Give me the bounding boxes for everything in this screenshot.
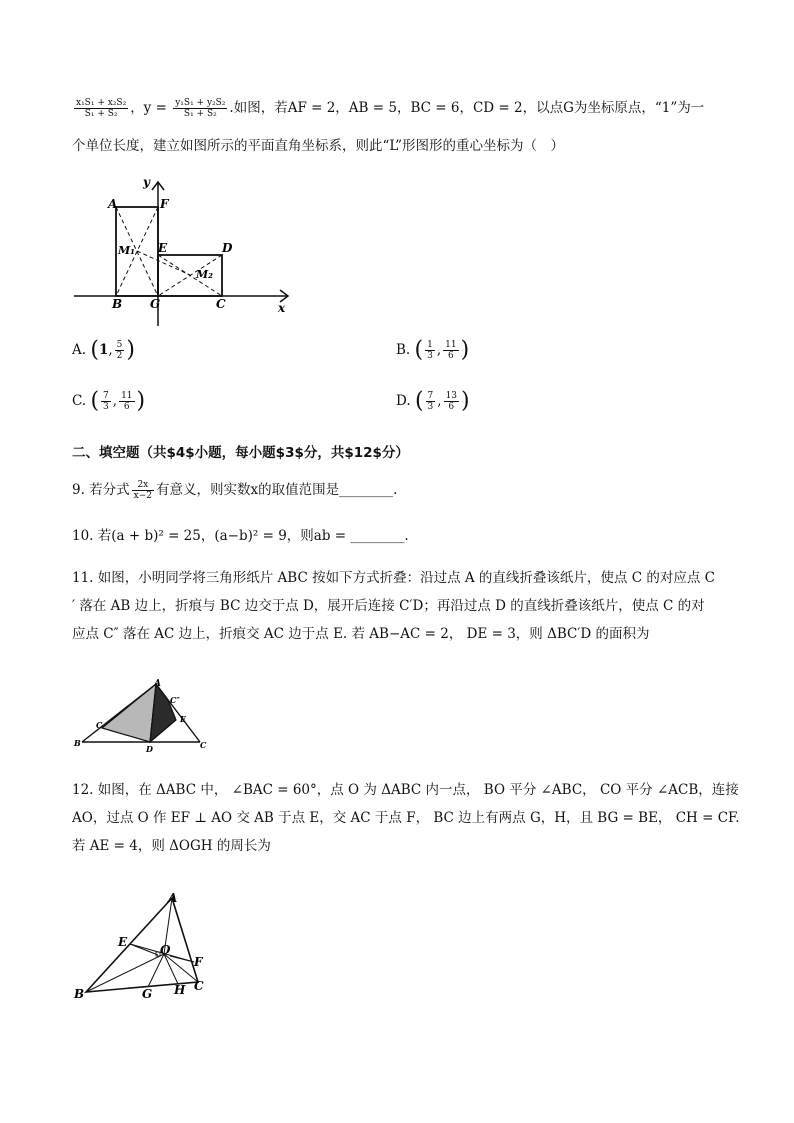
option-b[interactable]: B. ( $\frac{1}{3}$ , $\frac{11}{6}$ ): [396, 337, 470, 363]
label-B: B: [112, 297, 123, 311]
question-12-line-3: 若 AE = 4，则 ΔOGH 的周长为: [72, 838, 271, 854]
fold-label-C2: C″: [170, 695, 180, 705]
question-11-line-1: 11. 如图，小明同学将三角形纸片 ABC 按如下方式折叠：沿过点 A 的直线折叠该纸片，使点 C 的对应点 C: [72, 570, 715, 586]
ogh-label-B: B: [74, 987, 85, 1001]
ogh-label-C: C: [194, 979, 204, 993]
fold-label-A: A: [154, 679, 161, 689]
option-a[interactable]: A. (1, $\frac{5}{2}$ ): [72, 337, 135, 363]
label-F: F: [160, 197, 169, 211]
label-M2: M₂: [196, 268, 213, 281]
question-10: 10. 若(a + b)² = 25，(a−b)² = 9，则ab = ________.: [72, 528, 409, 544]
fold-label-C: C: [200, 740, 207, 750]
figure-triangle-fold: [70, 676, 220, 756]
fraction-y: $\frac{\text{y₁S₁ + y₂S₂}}{\text{S₁ + S₂}}$: [175, 98, 226, 119]
option-c[interactable]: C. ( $\frac{7}{3}$ , $\frac{11}{6}$ ): [72, 388, 146, 414]
ogh-label-E: E: [118, 935, 128, 949]
label-x: x: [278, 301, 286, 315]
fold-label-C1: C: [96, 720, 103, 730]
ogh-label-G: G: [142, 987, 153, 1001]
fold-label-E: E: [180, 714, 187, 724]
question-12-line-1: 12. 如图，在 ΔABC 中， ∠BAC = 60°，点 O 为 ΔABC 内一点， BO 平分 ∠ABC， CO 平分 ∠ACB，连接: [72, 782, 739, 798]
label-C: C: [216, 297, 226, 311]
section-title: 二、填空题（共$4$小题，每小题$3$分，共$12$分）: [72, 445, 409, 461]
ogh-label-A: A: [168, 891, 178, 905]
option-d[interactable]: D. ( $\frac{7}{3}$ , $\frac{13}{6}$ ): [396, 388, 470, 414]
ogh-label-O: O: [160, 943, 171, 957]
label-M1: M₁: [118, 244, 135, 257]
figure-l-shape: [68, 168, 308, 328]
fold-label-B: B: [74, 738, 81, 748]
question-12-line-2: AO，过点 O 作 EF ⊥ AO 交 AB 于点 E，交 AC 于点 F， BC 边上有两点 G，H，且 BG = BE， CH = CF.: [72, 810, 740, 826]
question-9: 9. 若分式 $\frac{2x}{x-2}$ 有意义，则实数x的取值范围是________.: [72, 480, 398, 501]
fraction-x: $\frac{\text{x₁S₁ + x₂S₂}}{\text{S₁ + S₂}}$: [76, 98, 127, 119]
question-11-line-3: 应点 C″ 落在 AC 边上，折痕交 AC 边于点 E. 若 AB−AC = 2， DE = 3，则 ΔBC′D 的面积为: [72, 626, 650, 642]
intro-line-2: 个单位长度，建立如图所示的平面直角坐标系，则此“L”形图形的重心坐标为（ ）: [72, 138, 565, 154]
label-y: y: [143, 175, 150, 189]
label-A: A: [108, 197, 118, 211]
fold-label-D: D: [146, 744, 153, 754]
ogh-label-F: F: [194, 955, 203, 969]
label-E: E: [158, 241, 168, 255]
ogh-label-H: H: [174, 983, 186, 997]
label-D: D: [222, 241, 233, 255]
figure-triangle-ogh: [70, 888, 220, 1004]
intro-line-1: $\frac{\text{x₁S₁ + x₂S₂}}{\text{S₁ + S₂}}$ ，y = $\frac{\text{y₁S₁ + y₂S₂}}{\text{S₁ + S₂}}$ .如图，若AF = 2，AB = 5，BC = 6，CD = 2，以点G为坐标原点，“1”为一: [76, 98, 705, 119]
question-11-line-2: ′ 落在 AB 边上，折痕与 BC 边交于点 D，展开后连接 C′D；再沿过点 D 的直线折叠该纸片，使点 C 的对: [72, 598, 705, 614]
label-G: G: [150, 297, 161, 311]
